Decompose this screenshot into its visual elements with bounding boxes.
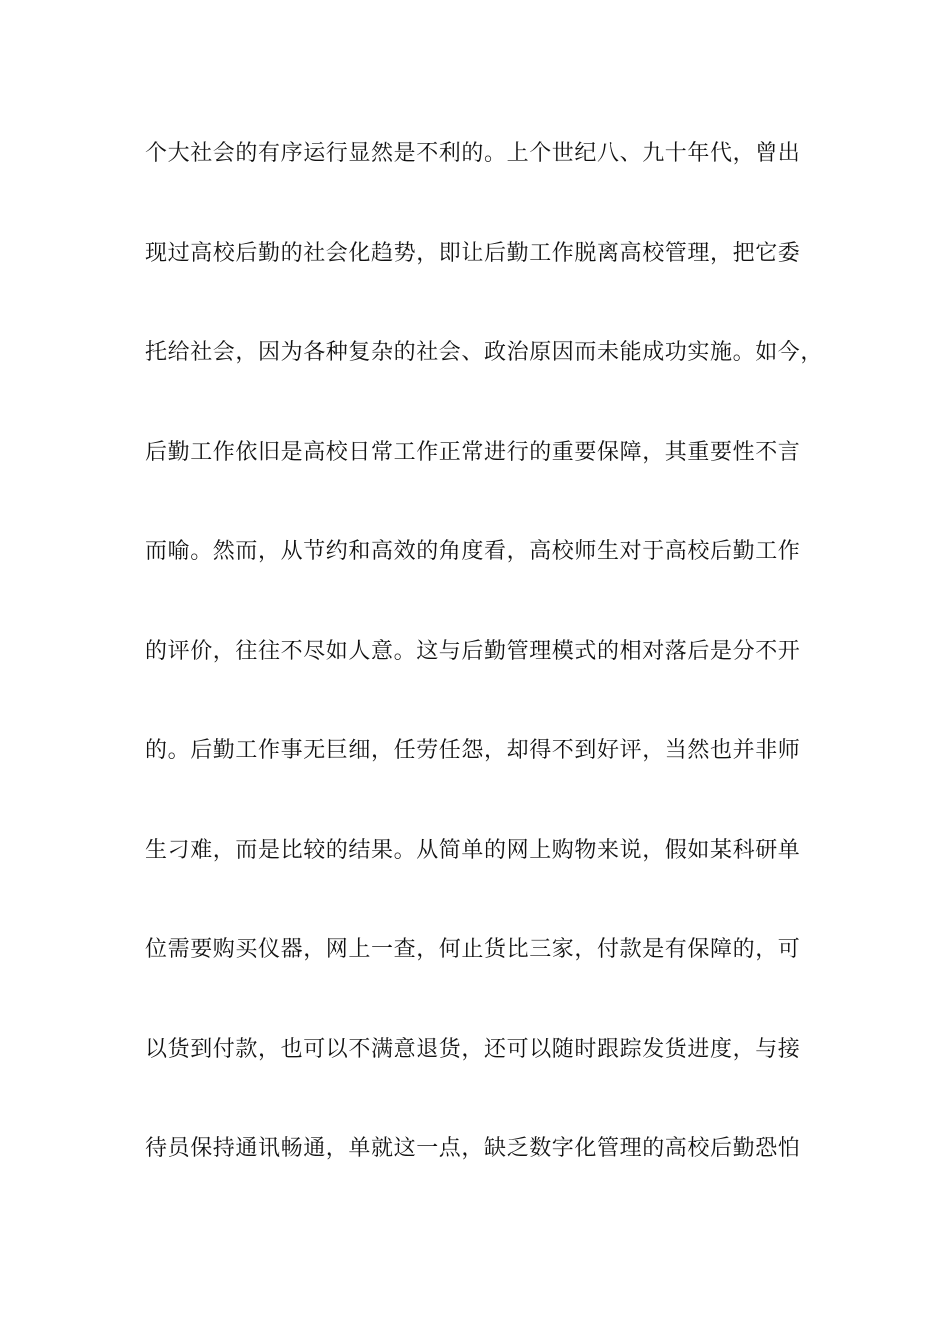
text-line-3: 托给社会，因为各种复杂的社会、政治原因而未能成功实施。如今，: [145, 340, 824, 365]
text-line-11: 待员保持通讯畅通，单就这一点，缺乏数字化管理的高校后勤恐怕: [145, 1136, 801, 1161]
text-line-4: 后勤工作依旧是高校日常工作正常进行的重要保障，其重要性不言: [145, 439, 801, 465]
text-line-2: 现过高校后勤的社会化趋势，即让后勤工作脱离高校管理，把它委: [145, 240, 801, 266]
text-line-6: 的评价，往往不尽如人意。这与后勤管理模式的相对落后是分不开: [145, 638, 801, 664]
text-line-9: 位需要购买仪器，网上一查，何止货比三家，付款是有保障的，可: [145, 937, 801, 962]
text-line-8: 生刁难，而是比较的结果。从简单的网上购物来说，假如某科研单: [145, 837, 801, 863]
text-line-1: 个大社会的有序运行显然是不利的。上个世纪八、九十年代，曾出: [145, 141, 801, 166]
text-line-10: 以货到付款，也可以不满意退货，还可以随时跟踪发货进度，与接: [145, 1036, 801, 1062]
text-line-5: 而喻。然而，从节约和高效的角度看，高校师生对于高校后勤工作: [145, 539, 801, 564]
document-body: [145, 132, 835, 1227]
text-line-7: 的。后勤工作事无巨细，任劳任怨，却得不到好评，当然也并非师: [145, 738, 801, 763]
